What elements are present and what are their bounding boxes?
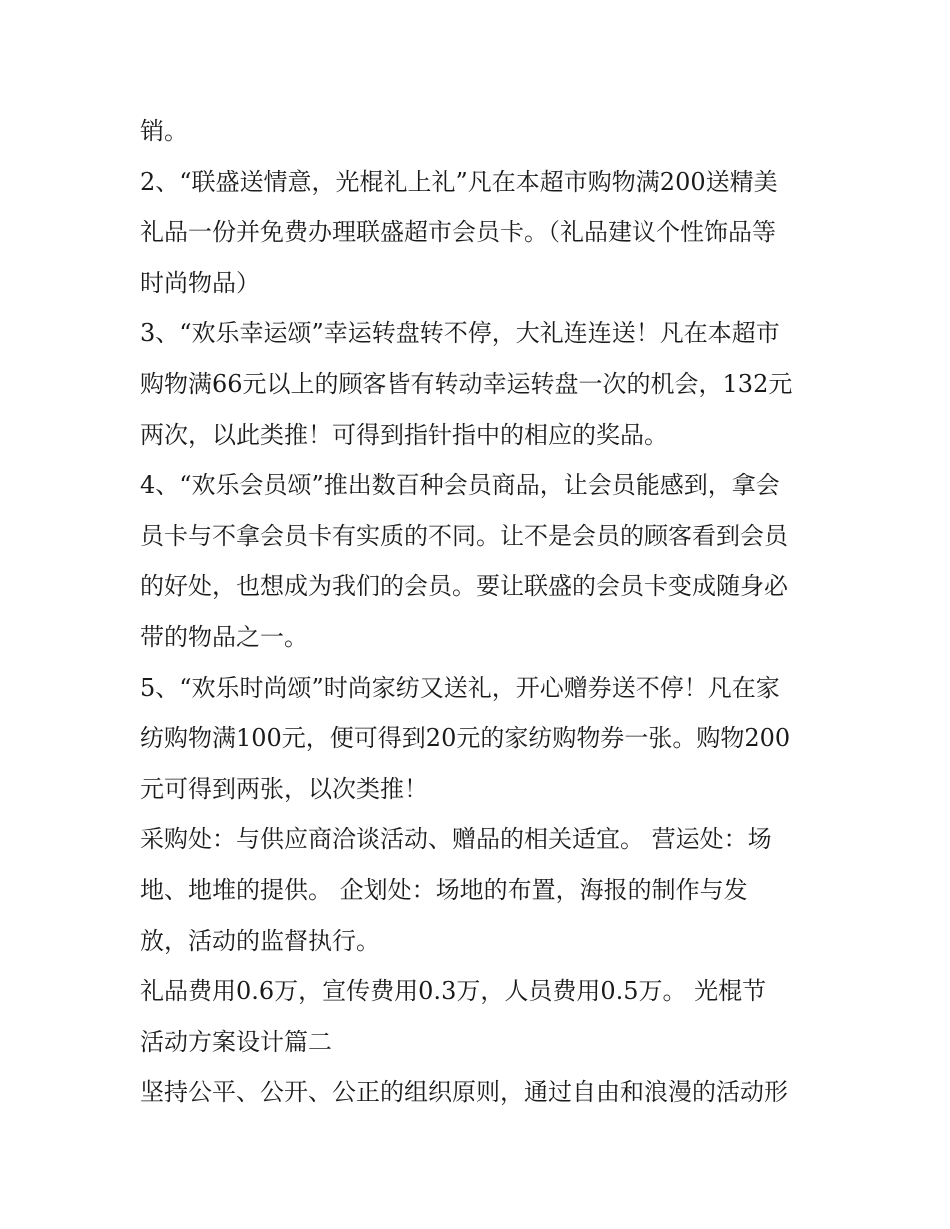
text-line: 购物满66元以上的顾客皆有转动幸运转盘一次的机会，132元 <box>140 369 793 398</box>
text-line: 礼品一份并免费办理联盛超市会员卡。（礼品建议个性饰品等 <box>140 218 776 247</box>
text-line: 销。 <box>140 117 188 145</box>
text-line: 3、“欢乐幸运颂”幸运转盘转不停，大礼连连送！凡在本超市 <box>140 319 780 348</box>
text-line: 放，活动的监督执行。 <box>140 926 380 955</box>
text-line: 带的物品之一。 <box>140 622 308 651</box>
text-line: 时尚物品） <box>140 268 260 297</box>
document-body <box>140 106 812 1118</box>
text-line: 员卡与不拿会员卡有实质的不同。让不是会员的顾客看到会员 <box>140 521 788 550</box>
text-line: 活动方案设计篇二 <box>140 1027 332 1056</box>
text-line: 2、“联盛送情意，光棍礼上礼”凡在本超市购物满200送精美 <box>140 167 778 196</box>
text-line: 4、“欢乐会员颂”推出数百种会员商品，让会员能感到，拿会 <box>140 471 780 500</box>
text-line: 元可得到两张，以次类推！ <box>140 774 428 803</box>
text-line: 5、“欢乐时尚颂”时尚家纺又送礼，开心赠券送不停！凡在家 <box>140 673 780 702</box>
text-line: 礼品费用0.6万，宣传费用0.3万，人员费用0.5万。 光棍节 <box>140 977 767 1006</box>
text-line: 地、地堆的提供。 企划处：场地的布置，海报的制作与发 <box>140 875 748 904</box>
text-line: 的好处，也想成为我们的会员。要让联盛的会员卡变成随身必 <box>140 572 788 601</box>
text-line: 采购处：与供应商洽谈活动、赠品的相关适宜。 营运处：场 <box>140 825 772 854</box>
text-line: 纺购物满100元，便可得到20元的家纺购物券一张。购物200 <box>140 724 791 753</box>
text-line: 两次，以此类推！可得到指针指中的相应的奖品。 <box>140 420 668 449</box>
text-line: 坚持公平、公开、公正的组织原则，通过自由和浪漫的活动形 <box>140 1078 788 1107</box>
